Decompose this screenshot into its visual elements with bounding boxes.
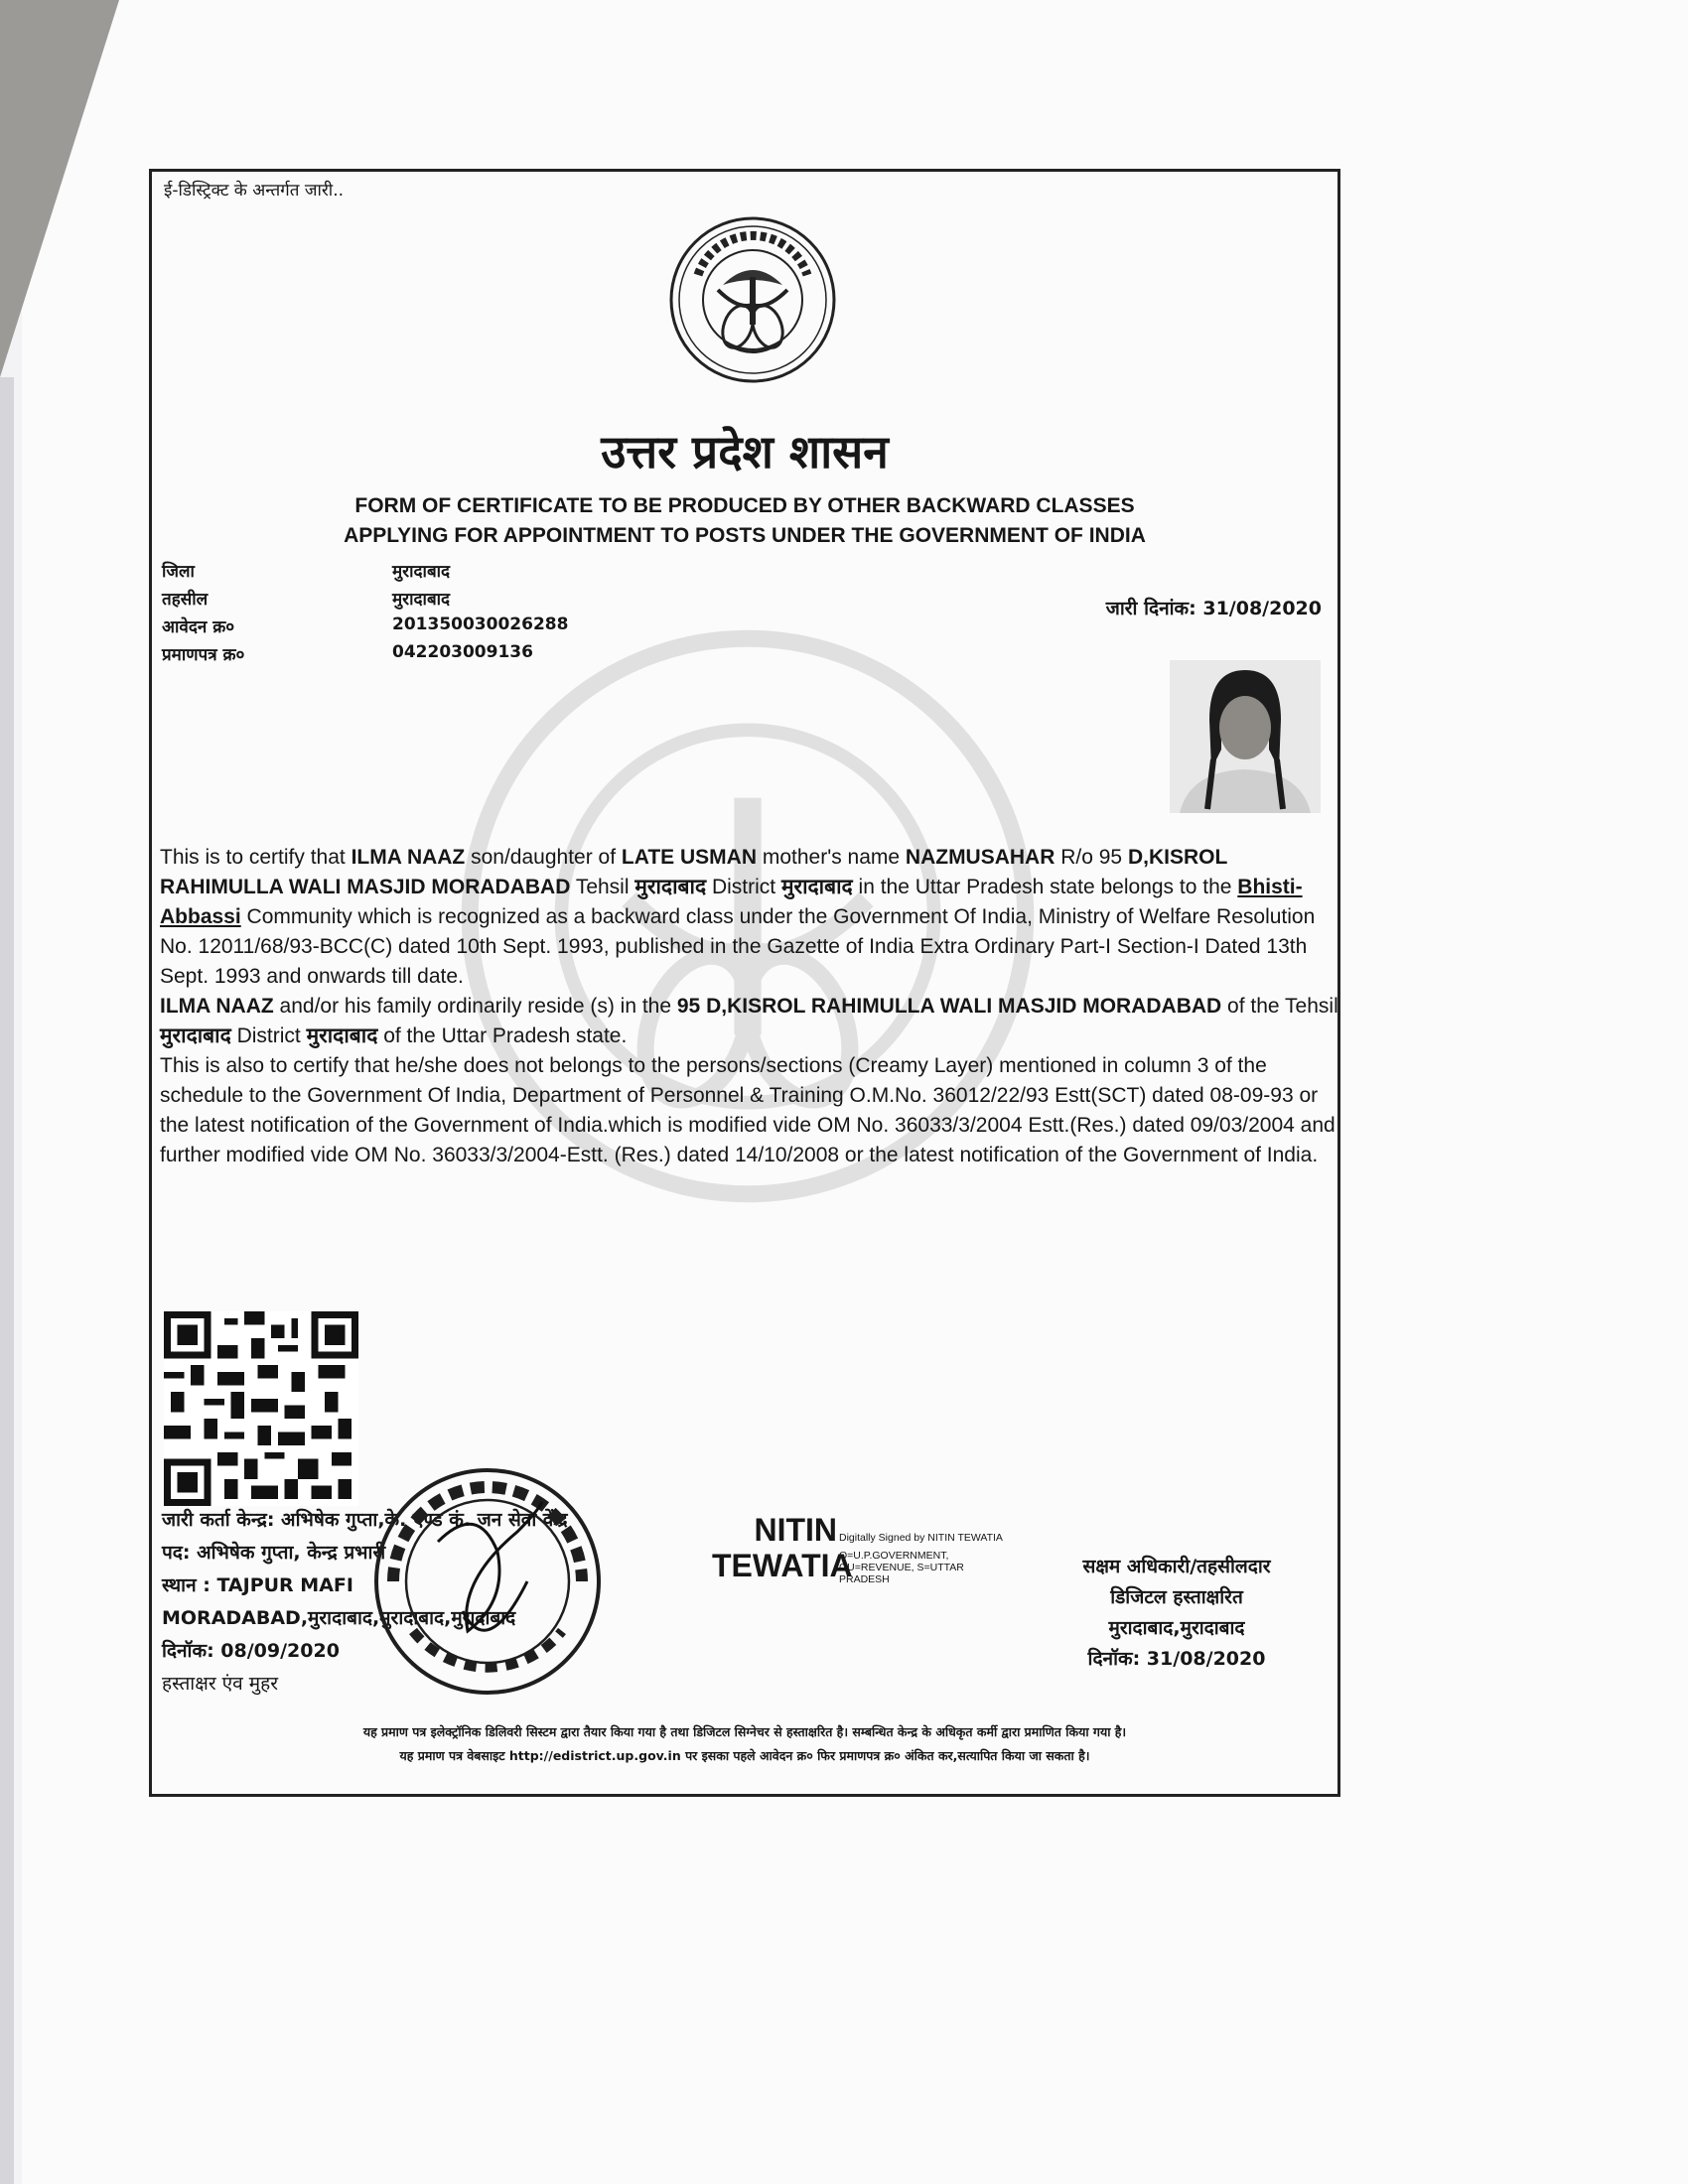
form-title — [152, 491, 1337, 551]
signatory-name-line-1: NITIN — [754, 1512, 837, 1548]
signatory-name-line-2: TEWATIA — [712, 1548, 853, 1583]
p2-text-3: District — [230, 1024, 307, 1047]
field-label-tehsil: तहसील — [162, 590, 209, 610]
issuer-sign-seal-label: हस्ताक्षर एंव मुहर — [162, 1673, 278, 1695]
field-value-application-no: 201350030026288 — [392, 614, 569, 634]
p1-text-8: Community which is recognized as a backward class under the Government Of India, Ministry of Welfare Resolution No. 12011/68/93-BCC(C) dated 10th Sept. 1993, published in the Gazette of India Extra Ordinary Part-I Section-I Dated 13th Sept. 1993 and onwards till date. — [160, 905, 1316, 988]
page-fold-shadow — [0, 0, 119, 377]
issuer-post: पद: अभिषेक गुप्ता, केन्द्र प्रभारी — [162, 1542, 386, 1564]
p2-name: ILMA NAAZ — [160, 995, 274, 1018]
p2-district: मुरादाबाद — [306, 1024, 378, 1047]
issue-date: जारी दिनांक: 31/08/2020 — [1105, 598, 1322, 619]
footer-line-1: यह प्रमाण पत्र इलेक्ट्रॉनिक डिलिवरी सिस्टम द्वारा तैयार किया गया है तथा डिजिटल सिग्नेचर से हस्ताक्षरित है। सम्बन्धित केन्द्र के अधिकृत कर्मी द्वारा प्रमाणित किया गया है। — [362, 1724, 1127, 1739]
residence-address: D,KISROL RAHIMULLA WALI MASJID MORADABAD — [160, 846, 1227, 898]
p1-text-5: Tehsil — [570, 876, 635, 898]
p1-tehsil: मुरादाबाद — [634, 876, 707, 898]
signature-organisation: O=U.P.GOVERNMENT, OU=REVENUE, S=UTTAR PRADESH — [839, 1550, 964, 1585]
paragraph-2 — [160, 992, 1341, 1051]
officer-block — [1028, 1552, 1326, 1675]
form-title-line-2: APPLYING FOR APPOINTMENT TO POSTS UNDER THE GOVERNMENT OF INDIA — [344, 524, 1146, 547]
p2-text-4: of the Uttar Pradesh state. — [377, 1024, 628, 1047]
p2-address: 95 D,KISROL RAHIMULLA WALI MASJID MORADABAD — [676, 995, 1222, 1018]
p1-text-2: son/daughter of — [465, 846, 622, 869]
father-name: LATE USMAN — [621, 846, 757, 869]
state-title: उत्तर प्रदेश शासन — [601, 425, 889, 478]
field-label-application-no: आवेदन क्र० — [162, 617, 235, 637]
official-stamp — [368, 1462, 607, 1701]
field-value-certificate-no: 042203009136 — [392, 642, 533, 662]
paragraph-1 — [160, 843, 1341, 992]
field-label-certificate-no: प्रमाणपत्र क्र० — [162, 645, 245, 665]
issuer-location: MORADABAD,मुरादाबाद,मुरादाबाद,मुरादाबाद — [162, 1607, 516, 1629]
applicant-photo — [1170, 660, 1321, 813]
footer-line-2: यह प्रमाण पत्र वेबसाइट http://edistrict.up.gov.in पर इसका पहले आवेदन क्र० फिर प्रमाणपत्र क्र० अंकित कर,सत्यापित किया जा सकता है। — [399, 1748, 1090, 1763]
p1-text-3: mother's name — [757, 846, 906, 869]
mother-name: NAZMUSAHAR — [905, 846, 1055, 869]
digital-signature — [712, 1512, 1008, 1585]
p1-text-6: District — [706, 876, 781, 898]
p1-text-1: This is to certify that — [160, 846, 352, 869]
p1-district: मुरादाबाद — [780, 876, 853, 898]
qr-code — [164, 1311, 358, 1506]
community-name: Bhisti-Abbassi — [160, 876, 1303, 928]
certificate-body — [160, 843, 1341, 1170]
p2-text-2: of the Tehsil — [1221, 995, 1338, 1018]
paragraph-3: This is also to certify that he/she does not belongs to the persons/sections (Creamy Layer) mentioned in column 3 of the schedule to the Government Of India, Department of Personnel & Training O.M.No. 36012/22/93 Estt(SCT) dated 08-09-93 or the latest notification of the Government of India.which is modified vide OM No. 36033/3/2004 Estt.(Res.) dated 09/03/2004 and further modified vide OM No. 36033/3/2004-Estt. (Res.) dated 14/10/2008 or the latest notification of the Government of India. — [160, 1054, 1336, 1166]
form-title-line-1: FORM OF CERTIFICATE TO BE PRODUCED BY OTHER BACKWARD CLASSES — [354, 494, 1135, 517]
p1-text-4: R/o 95 — [1055, 846, 1128, 869]
header-note: ई-डिस्ट्रिक्ट के अन्तर्गत जारी.. — [164, 181, 345, 201]
signature-signed-by: Digitally Signed by NITIN TEWATIA — [839, 1532, 1003, 1544]
officer-title: सक्षम अधिकारी/तहसीलदार — [1082, 1556, 1271, 1577]
p2-tehsil: मुरादाबाद — [160, 1024, 231, 1047]
officer-date: दिनॉक: 31/08/2020 — [1087, 1648, 1266, 1670]
applicant-name: ILMA NAAZ — [351, 846, 466, 869]
field-label-district: जिला — [162, 562, 195, 582]
field-value-tehsil: मुरादाबाद — [392, 590, 451, 610]
certificate-footer — [152, 1720, 1337, 1768]
field-value-district: मुरादाबाद — [392, 562, 451, 582]
p1-text-7: in the Uttar Pradesh state belongs to the — [852, 876, 1238, 898]
officer-digital-signed: डिजिटल हस्ताक्षरित — [1110, 1586, 1243, 1608]
certificate-frame — [149, 169, 1340, 1797]
page-edge — [0, 377, 14, 2184]
up-emblem-icon — [668, 215, 837, 384]
issuer-centre: जारी कर्ता केन्द्र: अभिषेक गुप्ता,के. एण्ड कं. जन सेवा केंद्र — [162, 1509, 568, 1531]
officer-location: मुरादाबाद,मुरादाबाद — [1108, 1617, 1245, 1639]
p2-text-1: and/or his family ordinarily reside (s) in the — [273, 995, 677, 1018]
issuer-place: स्थान : TAJPUR MAFI — [162, 1574, 353, 1596]
issuer-date: दिनॉक: 08/09/2020 — [162, 1640, 340, 1662]
